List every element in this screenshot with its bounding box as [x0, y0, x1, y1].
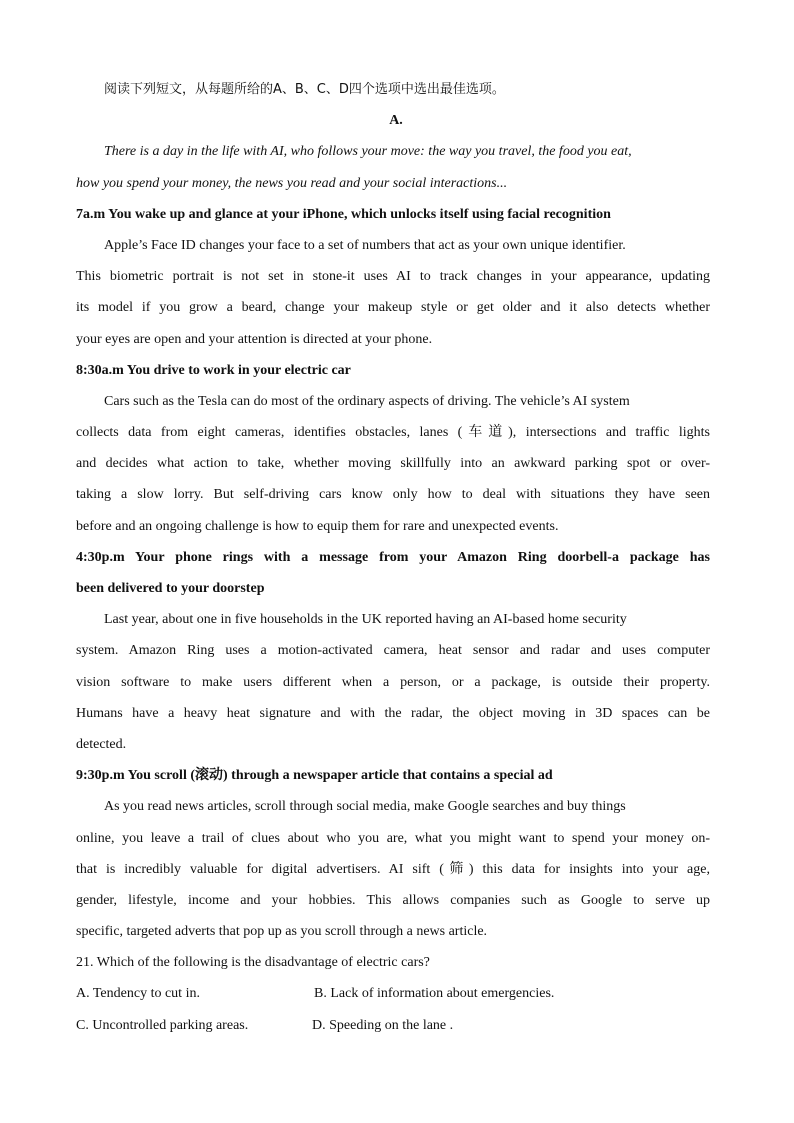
section-830am-line-5: before and an ongoing challenge is how to equip them for rare and unexpected events.	[76, 518, 559, 534]
section-7am-line-1: Apple’s Face ID changes your face to a set of numbers that act as your own unique identifier.	[104, 237, 626, 253]
section-7am-line-2: This biometric portrait is not set in stone-it uses AI to track changes in your appearance, updating	[76, 269, 710, 285]
section-label: A.	[389, 113, 403, 129]
question-stem: 21. Which of the following is the disadvantage of electric cars?	[76, 955, 430, 971]
intro-line-1: There is a day in the life with AI, who follows your move: the way you travel, the food you eat,	[104, 144, 632, 160]
section-heading-930pm: 9:30p.m You scroll (滚动) through a newspaper article that contains a special ad	[76, 768, 553, 784]
option-c[interactable]: C. Uncontrolled parking areas.	[76, 1017, 249, 1033]
section-430pm-line-4: Humans have a heavy heat signature and with the radar, the object moving in 3D spaces can be	[76, 705, 710, 721]
section-430pm-line-2: system. Amazon Ring uses a motion-activated camera, heat sensor and radar and uses computer	[76, 643, 710, 659]
question-options-row-2	[76, 1010, 716, 1041]
section-heading-430pm-line-2: been delivered to your doorstep	[76, 581, 265, 596]
section-heading-7am: 7a.m You wake up and glance at your iPhone, which unlocks itself using facial recognition	[76, 206, 611, 222]
section-430pm-line-3: vision software to make users different when a person, or a package, is outside their property.	[76, 674, 710, 690]
section-830am-line-4: taking a slow lorry. But self-driving cars know only how to deal with situations they have seen	[76, 487, 710, 503]
section-430pm-line-5: detected.	[76, 736, 127, 752]
section-930pm-line-1: As you read news articles, scroll through social media, make Google searches and buy things	[104, 799, 626, 815]
document-page	[76, 74, 716, 1041]
intro-line-2: how you spend your money, the news you read and your social interactions...	[76, 175, 508, 191]
section-430pm-line-1: Last year, about one in five households in the UK reported having an AI-based home security	[104, 612, 627, 628]
option-b[interactable]: B. Lack of information about emergencies.	[314, 986, 555, 1002]
section-heading-430pm-line-1: 4:30p.m Your phone rings with a message from your Amazon Ring doorbell-a package has	[76, 549, 710, 565]
option-d[interactable]: D. Speeding on the lane .	[312, 1017, 454, 1033]
section-930pm-line-4: gender, lifestyle, income and your hobbies. This allows companies such as Google to serve up	[76, 892, 710, 908]
question-options-row-1	[76, 978, 716, 1009]
section-830am-line-3: and decides what action to take, whether moving skillfully into an awkward parking spot or over-	[76, 456, 710, 472]
instruction: 阅读下列短文，从每题所给的A、B、C、D四个选项中选出最佳选项。	[104, 82, 505, 97]
section-930pm-line-2: online, you leave a trail of clues about who you are, what you might want to spend your money on-	[76, 830, 710, 846]
option-a[interactable]: A. Tendency to cut in.	[76, 986, 200, 1002]
section-930pm-line-5: specific, targeted adverts that pop up as you scroll through a news article.	[76, 924, 488, 940]
section-7am-line-3: its model if you grow a beard, change your makeup style or get older and it also detects whether	[76, 300, 710, 316]
section-830am-line-1: Cars such as the Tesla can do most of the ordinary aspects of driving. The vehicle’s AI system	[104, 393, 630, 409]
section-heading-830am: 8:30a.m You drive to work in your electric car	[76, 362, 351, 378]
section-830am-line-2: collects data from eight cameras, identifies obstacles, lanes (车道), intersections and traffic lights	[76, 425, 710, 441]
section-7am-line-4: your eyes are open and your attention is directed at your phone.	[76, 331, 433, 347]
section-930pm-line-3: that is incredibly valuable for digital advertisers. AI sift (筛) this data for insights into your age,	[76, 861, 710, 877]
